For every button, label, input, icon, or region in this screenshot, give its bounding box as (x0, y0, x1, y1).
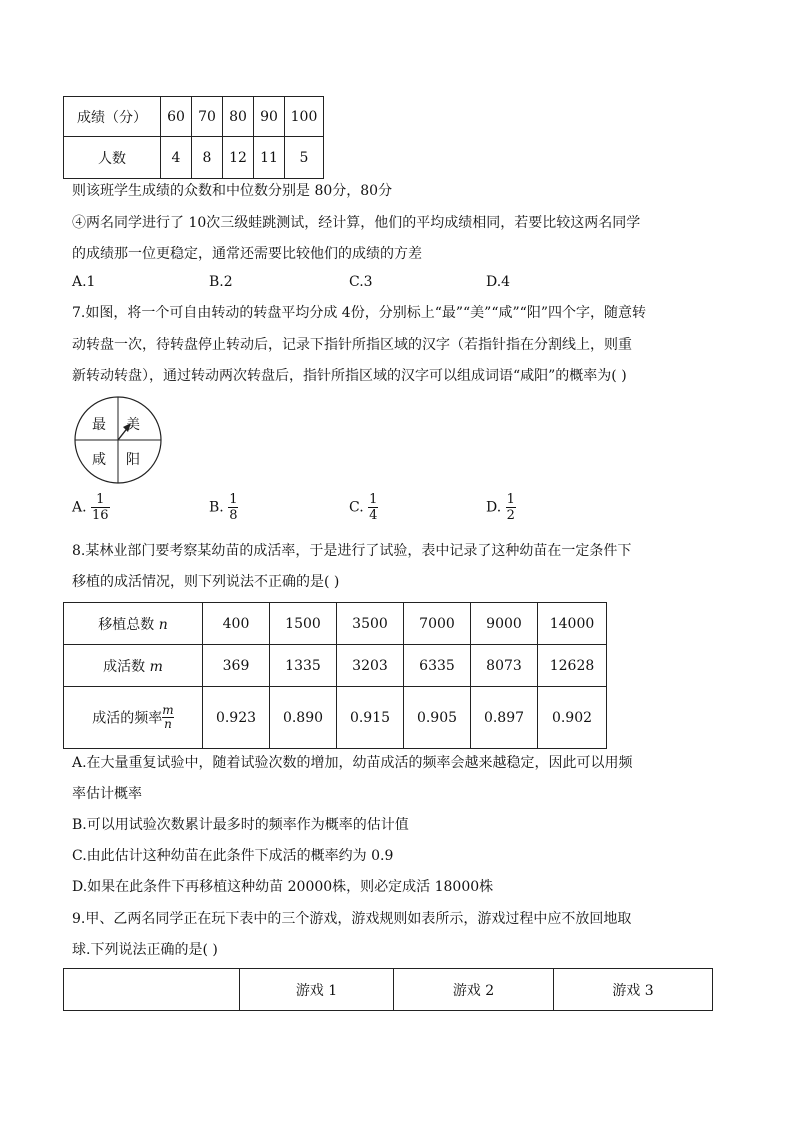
table-cell: 70 (192, 97, 223, 137)
table-cell: 6335 (404, 645, 471, 687)
option-a: A.在大量重复试验中，随着试验次数的增加，幼苗成活的频率会越来越稳定，因此可以用频 (72, 755, 633, 771)
table-cell: 0.915 (337, 687, 404, 749)
question-7-line: 7.如图，将一个可自由转动的转盘平均分成 4份，分别标上“最”“美”“咸”“阳”四个字，随意转 (72, 305, 646, 321)
text-line: 则该班学生成绩的众数和中位数分别是 80分，80分 (72, 183, 393, 199)
fraction: $\frac{1}{2}$ (506, 492, 515, 523)
option-b: B.2 (209, 274, 233, 290)
table-cell: 1335 (270, 645, 337, 687)
text-line: ④两名同学进行了 10次三级蛙跳测试，经计算，他们的平均成绩相同，若要比较这两名同学 (72, 215, 641, 231)
option-b: B. $\frac{1}{8}$ (209, 492, 238, 523)
spinner-label-br: 阳 (126, 452, 140, 468)
option-c: C.由此估计这种幼苗在此条件下成活的概率约为 0.9 (72, 848, 394, 864)
fraction: $\frac{1}{8}$ (229, 492, 238, 523)
question-9-line: 球.下列说法正确的是( ) (72, 942, 218, 958)
table-cell: 7000 (404, 603, 471, 645)
table-header-cell: 成活的频率 $\frac{m}{n}$ (64, 687, 203, 749)
table-cell: 90 (254, 97, 285, 137)
fraction: $\frac{1}{4}$ (369, 492, 378, 523)
table-cell: 0.905 (404, 687, 471, 749)
table-cell: 成绩（分） (64, 97, 161, 137)
table-cell: 60 (161, 97, 192, 137)
table-header-cell: 移植总数 n (64, 603, 203, 645)
spinner-label-tr: 美 (126, 417, 140, 433)
table-cell: 8073 (471, 645, 538, 687)
text-line: 的成绩那一位更稳定，通常还需要比较他们的成绩的方差 (72, 246, 422, 262)
table-cell: 0.897 (471, 687, 538, 749)
question-9-line: 9.甲、乙两名同学正在玩下表中的三个游戏，游戏规则如表所示，游戏过程中应不放回地取 (72, 911, 632, 927)
question-7-line: 动转盘一次，待转盘停止转动后，记录下指针所指区域的汉字（若指针指在分割线上，则重 (72, 337, 632, 353)
option-c: C.3 (349, 274, 373, 290)
table-cell: 8 (192, 137, 223, 179)
table-cell: 11 (254, 137, 285, 179)
game-table (63, 968, 713, 1011)
table-cell: 80 (223, 97, 254, 137)
question-7-line: 新转动转盘），通过转动两次转盘后，指针所指区域的汉字可以组成词语“咸阳”的概率为( ) (72, 368, 627, 384)
spinner-diagram (73, 395, 163, 485)
option-b: B.可以用试验次数累计最多时的频率作为概率的估计值 (72, 817, 409, 833)
table-cell: 3203 (337, 645, 404, 687)
score-table (63, 96, 324, 179)
table-cell: 5 (285, 137, 324, 179)
fraction: $\frac{1}{16}$ (92, 492, 109, 523)
table-cell: 3500 (337, 603, 404, 645)
question-8-line: 移植的成活情况，则下列说法不正确的是( ) (72, 574, 340, 590)
table-cell: 1500 (270, 603, 337, 645)
table-cell: 4 (161, 137, 192, 179)
option-a-continued: 率估计概率 (72, 786, 142, 802)
table-cell: 14000 (538, 603, 607, 645)
table-cell: 400 (203, 603, 270, 645)
seedling-table (63, 602, 607, 749)
table-header-cell: 游戏 2 (394, 969, 554, 1011)
option-d: D.4 (486, 274, 511, 290)
table-cell: 人数 (64, 137, 161, 179)
option-d: D.如果在此条件下再移植这种幼苗 20000株，则必定成活 18000株 (72, 879, 494, 895)
table-header-cell: 成活数 m (64, 645, 203, 687)
option-a: A. $\frac{1}{16}$ (72, 492, 109, 523)
table-cell: 0.923 (203, 687, 270, 749)
table-cell: 12 (223, 137, 254, 179)
table-header-cell (64, 969, 240, 1011)
option-c: C. $\frac{1}{4}$ (349, 492, 378, 523)
table-cell: 369 (203, 645, 270, 687)
table-cell: 0.902 (538, 687, 607, 749)
table-cell: 100 (285, 97, 324, 137)
spinner-label-tl: 最 (92, 417, 106, 433)
table-cell: 12628 (538, 645, 607, 687)
table-cell: 9000 (471, 603, 538, 645)
table-header-cell: 游戏 3 (554, 969, 713, 1011)
option-d: D. $\frac{1}{2}$ (486, 492, 515, 523)
option-a: A.1 (72, 274, 96, 290)
fraction: $\frac{m}{n}$ (162, 703, 174, 731)
table-cell: 0.890 (270, 687, 337, 749)
question-8-line: 8.某林业部门要考察某幼苗的成活率，于是进行了试验，表中记录了这种幼苗在一定条件下 (72, 543, 632, 559)
spinner-label-bl: 咸 (92, 452, 106, 468)
table-header-cell: 游戏 1 (240, 969, 394, 1011)
